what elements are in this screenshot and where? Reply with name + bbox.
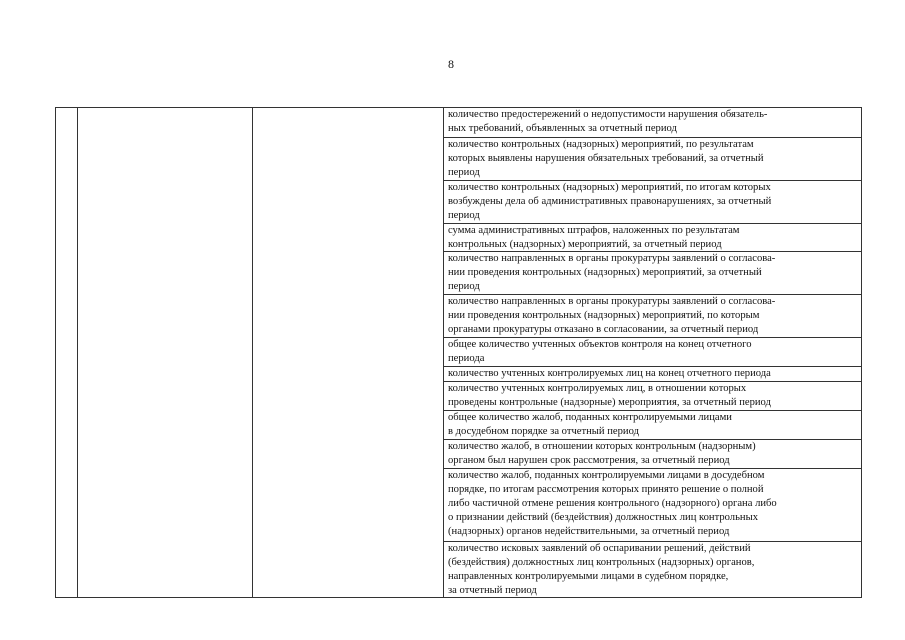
indicators-table bbox=[55, 107, 862, 598]
row-text-line: периода bbox=[448, 353, 485, 364]
table-row bbox=[443, 224, 861, 252]
table-row bbox=[443, 295, 861, 338]
table-row bbox=[443, 138, 861, 181]
row-text-line: количество направленных в органы прокуратуры заявлений о согласова- bbox=[448, 253, 776, 264]
table-row bbox=[443, 469, 861, 542]
row-text-line: общее количество учтенных объектов контроля на конец отчетного bbox=[448, 339, 752, 350]
row-text-line: ных требований, объявленных за отчетный период bbox=[448, 123, 677, 134]
table-row bbox=[443, 542, 861, 599]
row-text-line: проведены контрольные (надзорные) мероприятия, за отчетный период bbox=[448, 397, 771, 408]
table-row bbox=[443, 440, 861, 469]
table-row bbox=[443, 367, 861, 382]
row-text-line: период bbox=[448, 281, 480, 292]
row-text-line: количество направленных в органы прокуратуры заявлений о согласова- bbox=[448, 296, 776, 307]
row-text-line: (бездействия) должностных лиц контрольных (надзорных) органов, bbox=[448, 557, 755, 568]
row-text-line: количество контрольных (надзорных) мероприятий, по итогам которых bbox=[448, 182, 771, 193]
indicator-column bbox=[443, 108, 861, 597]
row-text-line: нии проведения контрольных (надзорных) мероприятий, за отчетный bbox=[448, 267, 762, 278]
row-text-line: органом был нарушен срок рассмотрения, за отчетный период bbox=[448, 455, 730, 466]
row-text-line: нии проведения контрольных (надзорных) мероприятий, по которым bbox=[448, 310, 760, 321]
row-text-line: количество исковых заявлений об оспаривании решений, действий bbox=[448, 543, 751, 554]
row-text-line: период bbox=[448, 210, 480, 221]
row-text-line: либо частичной отмене решения контрольного (надзорного) органа либо bbox=[448, 498, 777, 509]
row-text-line: количество жалоб, в отношении которых контрольным (надзорным) bbox=[448, 441, 756, 452]
table-row bbox=[443, 108, 861, 138]
row-text-line: сумма административных штрафов, наложенных по результатам bbox=[448, 225, 740, 236]
row-text-line: количество учтенных контролируемых лиц, в отношении которых bbox=[448, 383, 747, 394]
row-text-line: количество предостережений о недопустимости нарушения обязатель- bbox=[448, 109, 768, 120]
row-text-line: количество учтенных контролируемых лиц на конец отчетного периода bbox=[448, 368, 771, 379]
row-text-line: возбуждены дела об административных правонарушениях, за отчетный bbox=[448, 196, 772, 207]
row-text-line: в досудебном порядке за отчетный период bbox=[448, 426, 639, 437]
row-text-line: период bbox=[448, 167, 480, 178]
table-row bbox=[443, 252, 861, 295]
row-text-line: за отчетный период bbox=[448, 585, 537, 596]
row-text-line: количество жалоб, поданных контролируемыми лицами в досудебном bbox=[448, 470, 765, 481]
table-row bbox=[443, 382, 861, 411]
row-text-line: порядке, по итогам рассмотрения которых принято решение о полной bbox=[448, 484, 764, 495]
row-text-line: (надзорных) органов недействительными, за отчетный период bbox=[448, 526, 730, 537]
row-text-line: которых выявлены нарушения обязательных требований, за отчетный bbox=[448, 153, 764, 164]
row-text-line: общее количество жалоб, поданных контролируемыми лицами bbox=[448, 412, 732, 423]
table-row bbox=[443, 411, 861, 440]
column-divider-1 bbox=[77, 108, 78, 597]
row-text-line: количество контрольных (надзорных) мероприятий, по результатам bbox=[448, 139, 754, 150]
row-text-line: контрольных (надзорных) мероприятий, за отчетный период bbox=[448, 239, 722, 250]
table-row bbox=[443, 338, 861, 367]
column-divider-2 bbox=[252, 108, 253, 597]
page-number: 8 bbox=[448, 57, 454, 71]
row-text-line: органами прокуратуры отказано в согласовании, за отчетный период bbox=[448, 324, 759, 335]
row-text-line: о признании действий (бездействия) должностных лиц контрольных bbox=[448, 512, 759, 523]
table-row bbox=[443, 181, 861, 224]
row-text-line: направленных контролируемыми лицами в судебном порядке, bbox=[448, 571, 729, 582]
